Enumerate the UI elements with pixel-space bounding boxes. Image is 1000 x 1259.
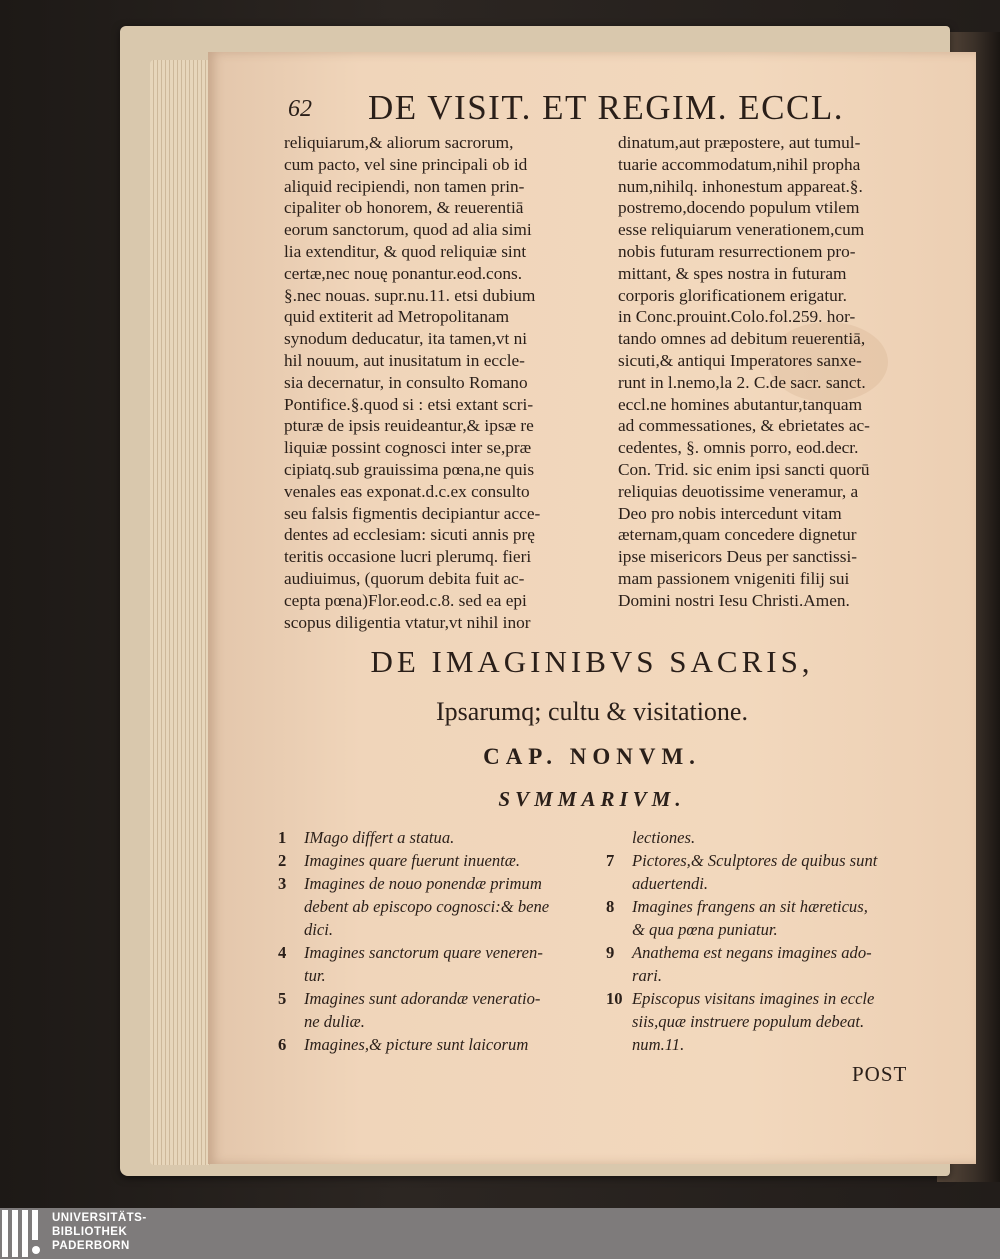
text-line: sia decernatur, in consulto Romano: [284, 372, 528, 392]
text-line: venales eas exponat.d.c.ex consulto: [284, 481, 530, 501]
summary-item: [606, 872, 936, 895]
summary-item-text: num.11.: [632, 1035, 685, 1054]
text-line: nobis futuram resurrectionem pro-: [618, 241, 856, 261]
section-subtitle: Ipsarumq; cultu & visitatione.: [436, 697, 748, 726]
text-line: certæ,nec nouę ponantur.eod.cons.: [284, 263, 523, 283]
text-line: mittant, & spes nostra in futuram: [618, 263, 847, 283]
running-head: [288, 88, 948, 138]
text-line: scopus diligentia vtatur,vt nihil inor: [284, 612, 531, 632]
summary-item: [606, 849, 936, 872]
summary-item: [606, 895, 936, 918]
summary-item-number: 2: [278, 851, 287, 870]
text-line: mam passionem vnigeniti filij sui: [618, 568, 850, 588]
chapter-title: CAP. NONVM.: [483, 744, 701, 769]
page-number: 62: [288, 96, 312, 122]
text-line: lia extenditur, & quod reliquiæ sint: [284, 241, 527, 261]
summary-item: [278, 941, 608, 964]
summary-item-text: Imagines,& picture sunt laicorum: [304, 1035, 529, 1054]
summary-item-text: & qua pœna puniatur.: [632, 920, 778, 939]
summary-item-text: Anathema est negans imagines ado-: [632, 943, 872, 962]
text-line: eccl.ne homines abutantur,tanquam: [618, 394, 863, 414]
text-line: runt in l.nemo,la 2. C.de sacr. sanct.: [618, 372, 866, 392]
summary-item-number: 5: [278, 989, 287, 1008]
library-name: [52, 1211, 147, 1253]
text-line: Con. Trid. sic enim ipsi sancti quorū: [618, 459, 870, 479]
text-line: reliquias deuotissime veneramur, a: [618, 481, 859, 501]
summary-item-text: rari.: [632, 966, 662, 985]
summary-item: [278, 1010, 608, 1033]
text-line: §.nec nouas. supr.nu.11. etsi dubium: [284, 285, 536, 305]
summary-item: [278, 895, 608, 918]
summary-right-column: [606, 826, 936, 1056]
library-footer: [0, 1208, 1000, 1259]
summary-item-text: siis,quæ instruere populum debeat.: [632, 1012, 865, 1031]
text-line: teritis occasione lucri plerumq. fieri: [284, 547, 532, 567]
right-text-column: [618, 132, 936, 612]
text-line: cipiatq.sub grauissima pœna,ne quis: [284, 459, 535, 479]
summary-item-text: aduertendi.: [632, 874, 709, 893]
summary-item-text: lectiones.: [632, 828, 696, 847]
book-page: [208, 52, 976, 1164]
summary-item: [278, 826, 608, 849]
text-line: corporis glorificationem erigatur.: [618, 285, 847, 305]
summary-item-number: 1: [278, 828, 287, 847]
summary-item: [606, 1033, 936, 1056]
library-name-line: PADERBORN: [52, 1240, 130, 1252]
running-title: DE VISIT. ET REGIM. ECCL.: [368, 88, 844, 127]
text-line: liquiæ possint cognosci inter se,præ: [284, 438, 532, 458]
text-line: cepta pœna)Flor.eod.c.8. sed ea epi: [284, 590, 527, 610]
text-line: esse reliquiarum venerationem,cum: [618, 220, 865, 240]
summary-item-number: 7: [606, 851, 615, 870]
text-line: audiuimus, (quorum debita fuit ac-: [284, 568, 525, 588]
summary-item-text: Imagines sunt adorandæ veneratio-: [304, 989, 541, 1008]
text-line: reliquiarum,& aliorum sacrorum,: [284, 133, 514, 152]
section-title: DE IMAGINIBVS SACRIS,: [370, 644, 814, 679]
summary-item-text: Pictores,& Sculptores de quibus sunt: [632, 851, 878, 870]
summary-item-text: ne duliæ.: [304, 1012, 365, 1031]
text-line: quid extiterit ad Metropolitanam: [284, 307, 510, 327]
text-line: synodum deducatur, ita tamen,vt ni: [284, 329, 528, 349]
text-line: eorum sanctorum, quod ad alia simi: [284, 220, 532, 240]
text-line: sicuti,& antiqui Imperatores sanxe-: [618, 350, 862, 370]
summary-item: [278, 987, 608, 1010]
catchword: POST: [852, 1062, 908, 1086]
summary-item: [606, 964, 936, 987]
text-line: cum pacto, vel sine principali ob id: [284, 154, 528, 174]
summary-item-number: 4: [278, 943, 287, 962]
summary-heading: SVMMARIVM.: [498, 787, 686, 811]
text-line: num,nihilq. inhonestum appareat.§.: [618, 176, 863, 196]
summary-item-text: IMago differt a statua.: [304, 828, 455, 847]
summary-item-text: tur.: [304, 966, 326, 985]
text-line: Deo pro nobis intercedunt vitam: [618, 503, 842, 523]
summary-item-number: 8: [606, 897, 615, 916]
summary-item-number: 9: [606, 943, 615, 962]
text-line: Pontifice.§.quod si : etsi extant scri-: [284, 394, 534, 414]
text-line: dentes ad ecclesiam: sicuti annis prę: [284, 525, 535, 545]
text-line: in Conc.prouint.Colo.fol.259. hor-: [618, 307, 856, 327]
text-line: seu falsis figmentis decipiantur acce-: [284, 503, 541, 523]
summary-item: [278, 918, 608, 941]
summary-item-text: debent ab episcopo cognosci:& bene: [304, 897, 550, 916]
summary-item: [278, 849, 608, 872]
summary-item: [606, 987, 936, 1010]
text-line: ipse misericors Deus per sanctissi-: [618, 547, 858, 567]
summary-left-column: [278, 826, 608, 1056]
summary-item-number: 10: [606, 989, 623, 1008]
summary-item: [606, 918, 936, 941]
text-line: tuarie accommodatum,nihil propha: [618, 154, 861, 174]
library-name-line: UNIVERSITÄTS-: [52, 1212, 147, 1224]
text-line: tando omnes ad debitum reuerentiā,: [618, 329, 866, 349]
summary-item: [278, 872, 608, 895]
summary-item: [278, 964, 608, 987]
summary-item-text: Imagines frangens an sit hæreticus,: [632, 897, 868, 916]
text-line: postremo,docendo populum vtilem: [618, 198, 860, 218]
summary-item-text: Imagines quare fuerunt inuentæ.: [304, 851, 521, 870]
text-line: æternam,quam concedere dignetur: [618, 525, 857, 545]
summary-item-number: 3: [278, 874, 287, 893]
text-line: ad commessationes, & ebrietates ac-: [618, 416, 870, 436]
summary-item: [606, 941, 936, 964]
left-text-column: [284, 132, 602, 633]
summary-item-number: 6: [278, 1035, 287, 1054]
summary-item-text: Imagines sanctorum quare veneren-: [304, 943, 543, 962]
summary-item-text: dici.: [304, 920, 334, 939]
text-line: pturæ de ipsis reuideantur,& ipsæ re: [284, 416, 534, 436]
library-logo-icon: [0, 1210, 48, 1257]
summary-item: [606, 1010, 936, 1033]
library-name-line: BIBLIOTHEK: [52, 1226, 128, 1238]
text-line: Domini nostri Iesu Christi.Amen.: [618, 590, 850, 610]
text-line: cedentes, §. omnis porro, eod.decr.: [618, 438, 859, 458]
text-line: hil nouum, aut inusitatum in eccle-: [284, 350, 525, 370]
text-line: cipaliter ob honorem, & reuerentiā: [284, 198, 524, 218]
summary-item-text: Imagines de nouo ponendæ primum: [304, 874, 542, 893]
page-edges: [150, 60, 210, 1165]
summary-item: [278, 1033, 608, 1056]
text-line: dinatum,aut præpostere, aut tumul-: [618, 133, 861, 152]
summary-item: [606, 826, 936, 849]
text-line: aliquid recipiendi, non tamen prin-: [284, 176, 525, 196]
summary-item-text: Episcopus visitans imagines in eccle: [632, 989, 875, 1008]
